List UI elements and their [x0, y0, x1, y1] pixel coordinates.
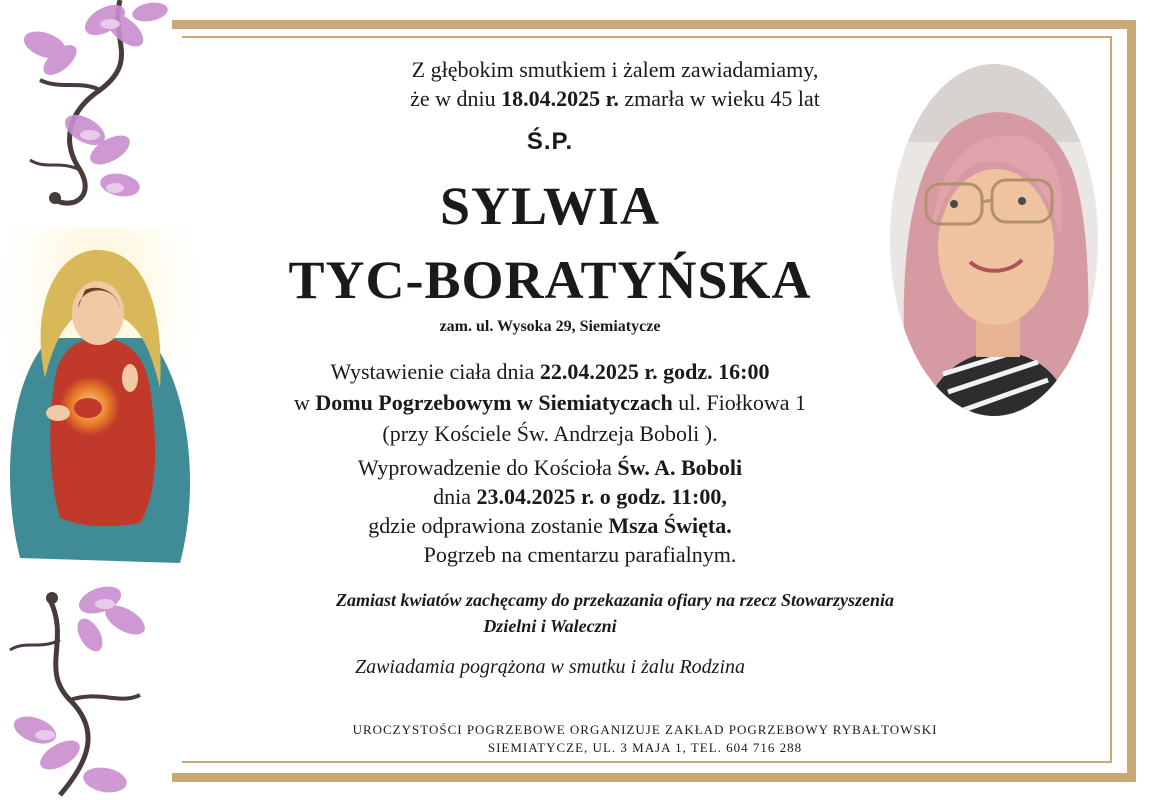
procession-datetime: 23.04.2025 r. o godz. 11:00,	[476, 484, 727, 509]
deceased-last-name: TYC-BORATYŃSKA	[288, 250, 812, 310]
donation-line-1: Zamiast kwiatów zachęcamy do przekazania ofiary na rzecz Stowarzyszenia	[335, 590, 895, 610]
mass-line: gdzie odprawiona zostanie Msza Święta.	[368, 513, 732, 538]
viewing-datetime: 22.04.2025 r. godz. 16:00	[539, 359, 770, 384]
intro-line-1: Z głębokim smutkiem i żalem zawiadamiamy,	[411, 57, 819, 82]
magnolia-branch-bottom-icon	[0, 580, 175, 800]
place-line: w Domu Pogrzebowym w Siemiatyczach ul. Fiołkowa 1	[293, 390, 807, 415]
sp-prefix: Ś.P.	[526, 128, 574, 155]
viewing-line: Wystawienie ciała dnia 22.04.2025 r. godz. 16:00	[330, 359, 770, 384]
footer-line-2: SIEMIATYCZE, UL. 3 MAJA 1, TEL. 604 716 288	[487, 740, 803, 755]
procession-date-line: dnia 23.04.2025 r. o godz. 11:00,	[433, 484, 727, 509]
procession-line: Wyprowadzenie do Kościoła Św. A. Boboli	[357, 455, 743, 480]
magnolia-branch-top-icon	[0, 0, 175, 225]
place-name: Domu Pogrzebowym w Siemiatyczach	[315, 390, 673, 415]
donation-line-2: Dzielni i Waleczni	[483, 616, 617, 636]
intro-line-2: że w dniu 18.04.2025 r. zmarła w wieku 45 lat	[410, 86, 820, 111]
burial-line: Pogrzeb na cmentarzu parafialnym.	[423, 542, 737, 567]
footer-line-1: UROCZYSTOŚCI POGRZEBOWE ORGANIZUJE ZAKŁAD POGRZEBOWY RYBAŁTOWSKI	[352, 722, 938, 737]
church-name: Św. A. Boboli	[617, 455, 743, 480]
place-note: (przy Kościele Św. Andrzeja Boboli ).	[382, 421, 718, 446]
deceased-first-name: SYLWIA	[439, 176, 661, 236]
family-signature: Zawiadamia pogrążona w smutku i żalu Rodzina	[354, 656, 746, 678]
deceased-address: zam. ul. Wysoka 29, Siemiatycze	[439, 318, 661, 335]
mass-label: Msza Święta.	[608, 513, 732, 538]
death-date: 18.04.2025 r.	[501, 86, 619, 111]
